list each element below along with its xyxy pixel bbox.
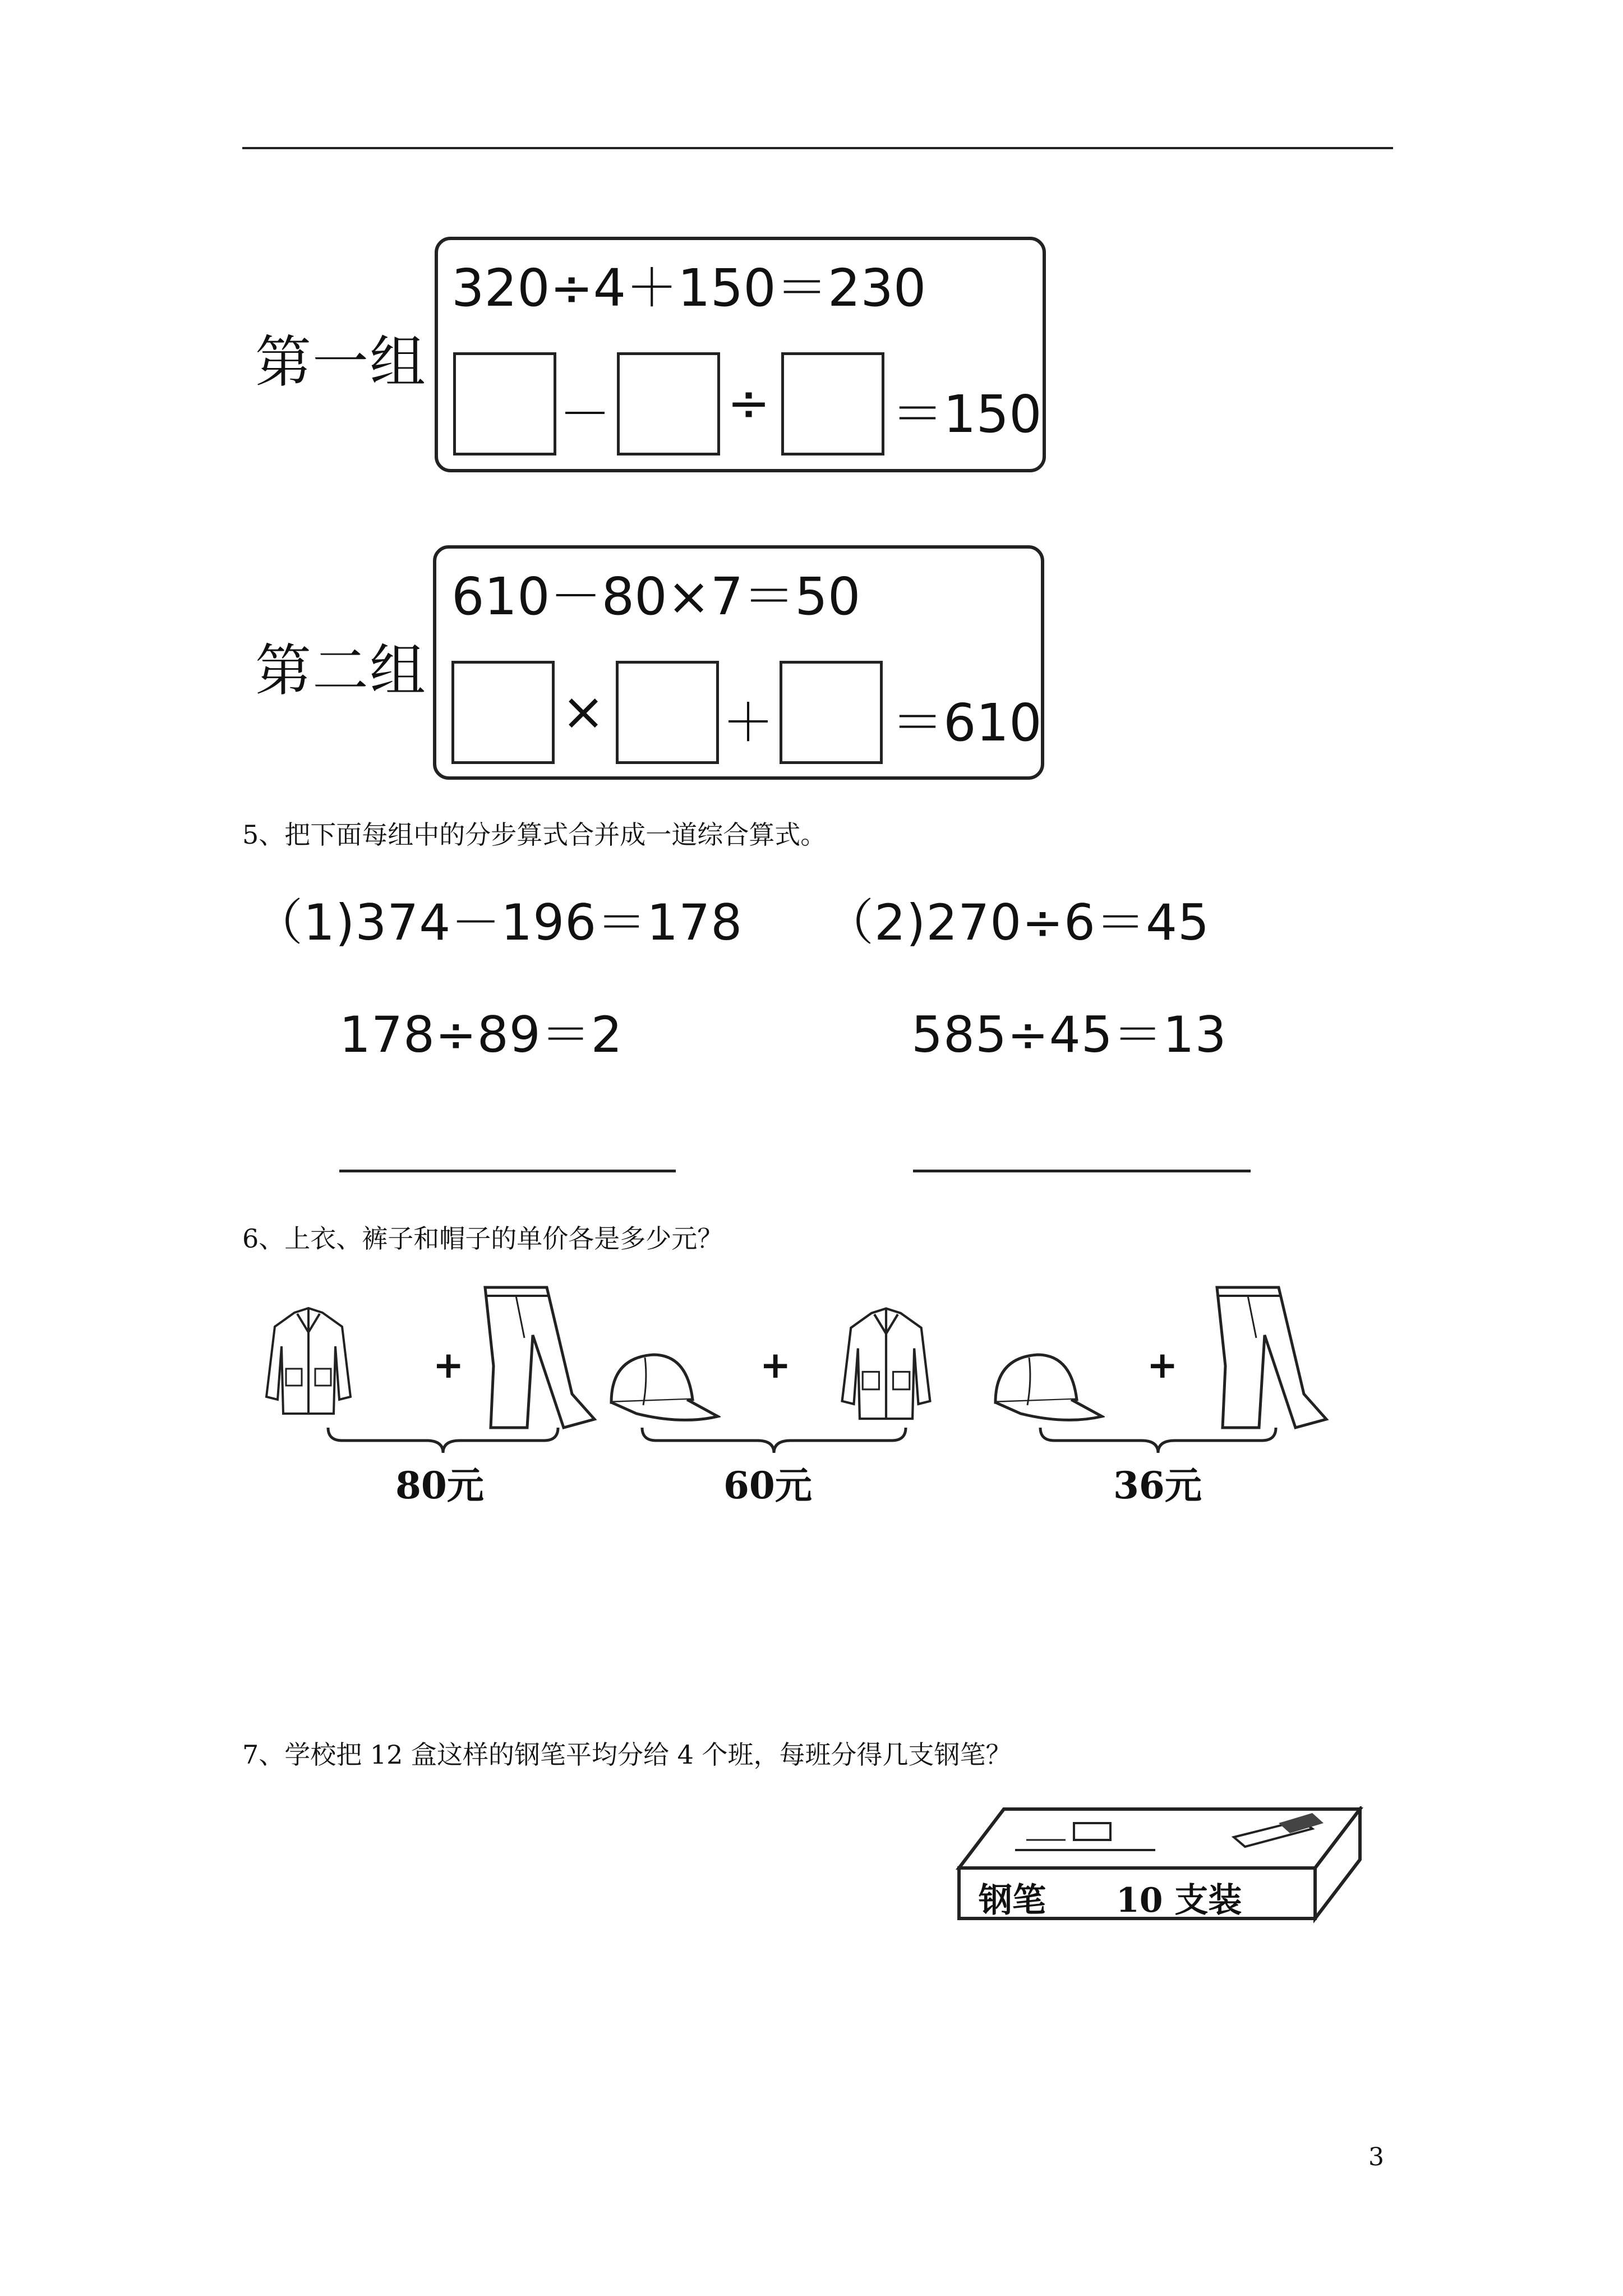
group1-label: 第一组 [255, 329, 427, 395]
cap-icon [603, 1346, 721, 1430]
pen-box-label: 钢笔 [979, 1881, 1046, 1920]
brace-3 [1038, 1425, 1279, 1458]
cap-icon [987, 1346, 1105, 1430]
group2-blank-2[interactable] [616, 661, 719, 764]
group1-given-equation: 320÷4＋150＝230 [451, 258, 926, 318]
group1-operator-1: － [559, 384, 611, 444]
jacket-icon [816, 1301, 956, 1430]
q5-part2-step1: （2)270÷6＝45 [824, 894, 1210, 951]
group1-blank-2[interactable] [617, 352, 720, 455]
group2-operator-1: × [561, 682, 605, 742]
group1-blank-1[interactable] [453, 352, 556, 455]
group2-operator-2: ＋ [722, 693, 774, 753]
pants-icon [474, 1282, 603, 1433]
group2-label: 第二组 [255, 638, 427, 703]
question-6: 6、上衣、裤子和帽子的单价各是多少元？ [242, 1223, 723, 1254]
pen-box-count: 10 支装 [1116, 1881, 1242, 1920]
question-7: 7、学校把 12 盒这样的钢笔平均分给 4 个班，每班分得几支钢笔？ [242, 1740, 1012, 1770]
plus-1: + [433, 1343, 464, 1387]
page-number: 3 [1368, 2143, 1384, 2171]
group2-blank-3[interactable] [780, 661, 883, 764]
price-3: 36元 [1113, 1464, 1202, 1507]
price-1: 80元 [395, 1464, 484, 1507]
q5-part1-step1: （1)374－196＝178 [253, 894, 743, 951]
brace-1 [325, 1425, 561, 1458]
brace-2 [639, 1425, 909, 1458]
header-rule [242, 147, 1393, 149]
group2-result: ＝610 [892, 693, 1042, 753]
pants-icon [1206, 1282, 1335, 1433]
q5-part2-step2: 585÷45＝13 [911, 1006, 1227, 1064]
group1-result: ＝150 [892, 384, 1042, 444]
q5-answer-line-2[interactable] [913, 1170, 1251, 1172]
group2-given-equation: 610－80×7＝50 [451, 567, 861, 627]
price-2: 60元 [723, 1464, 812, 1507]
q5-part1-step2: 178÷89＝2 [339, 1006, 623, 1064]
question-5: 5、把下面每组中的分步算式合并成一道综合算式。 [242, 820, 827, 850]
q5-answer-line-1[interactable] [339, 1170, 676, 1172]
group1-operator-2: ÷ [727, 373, 771, 433]
group2-blank-1[interactable] [451, 661, 555, 764]
plus-3: + [1147, 1343, 1178, 1387]
plus-2: + [760, 1343, 791, 1387]
jacket-icon [264, 1301, 353, 1425]
group1-blank-3[interactable] [781, 352, 884, 455]
